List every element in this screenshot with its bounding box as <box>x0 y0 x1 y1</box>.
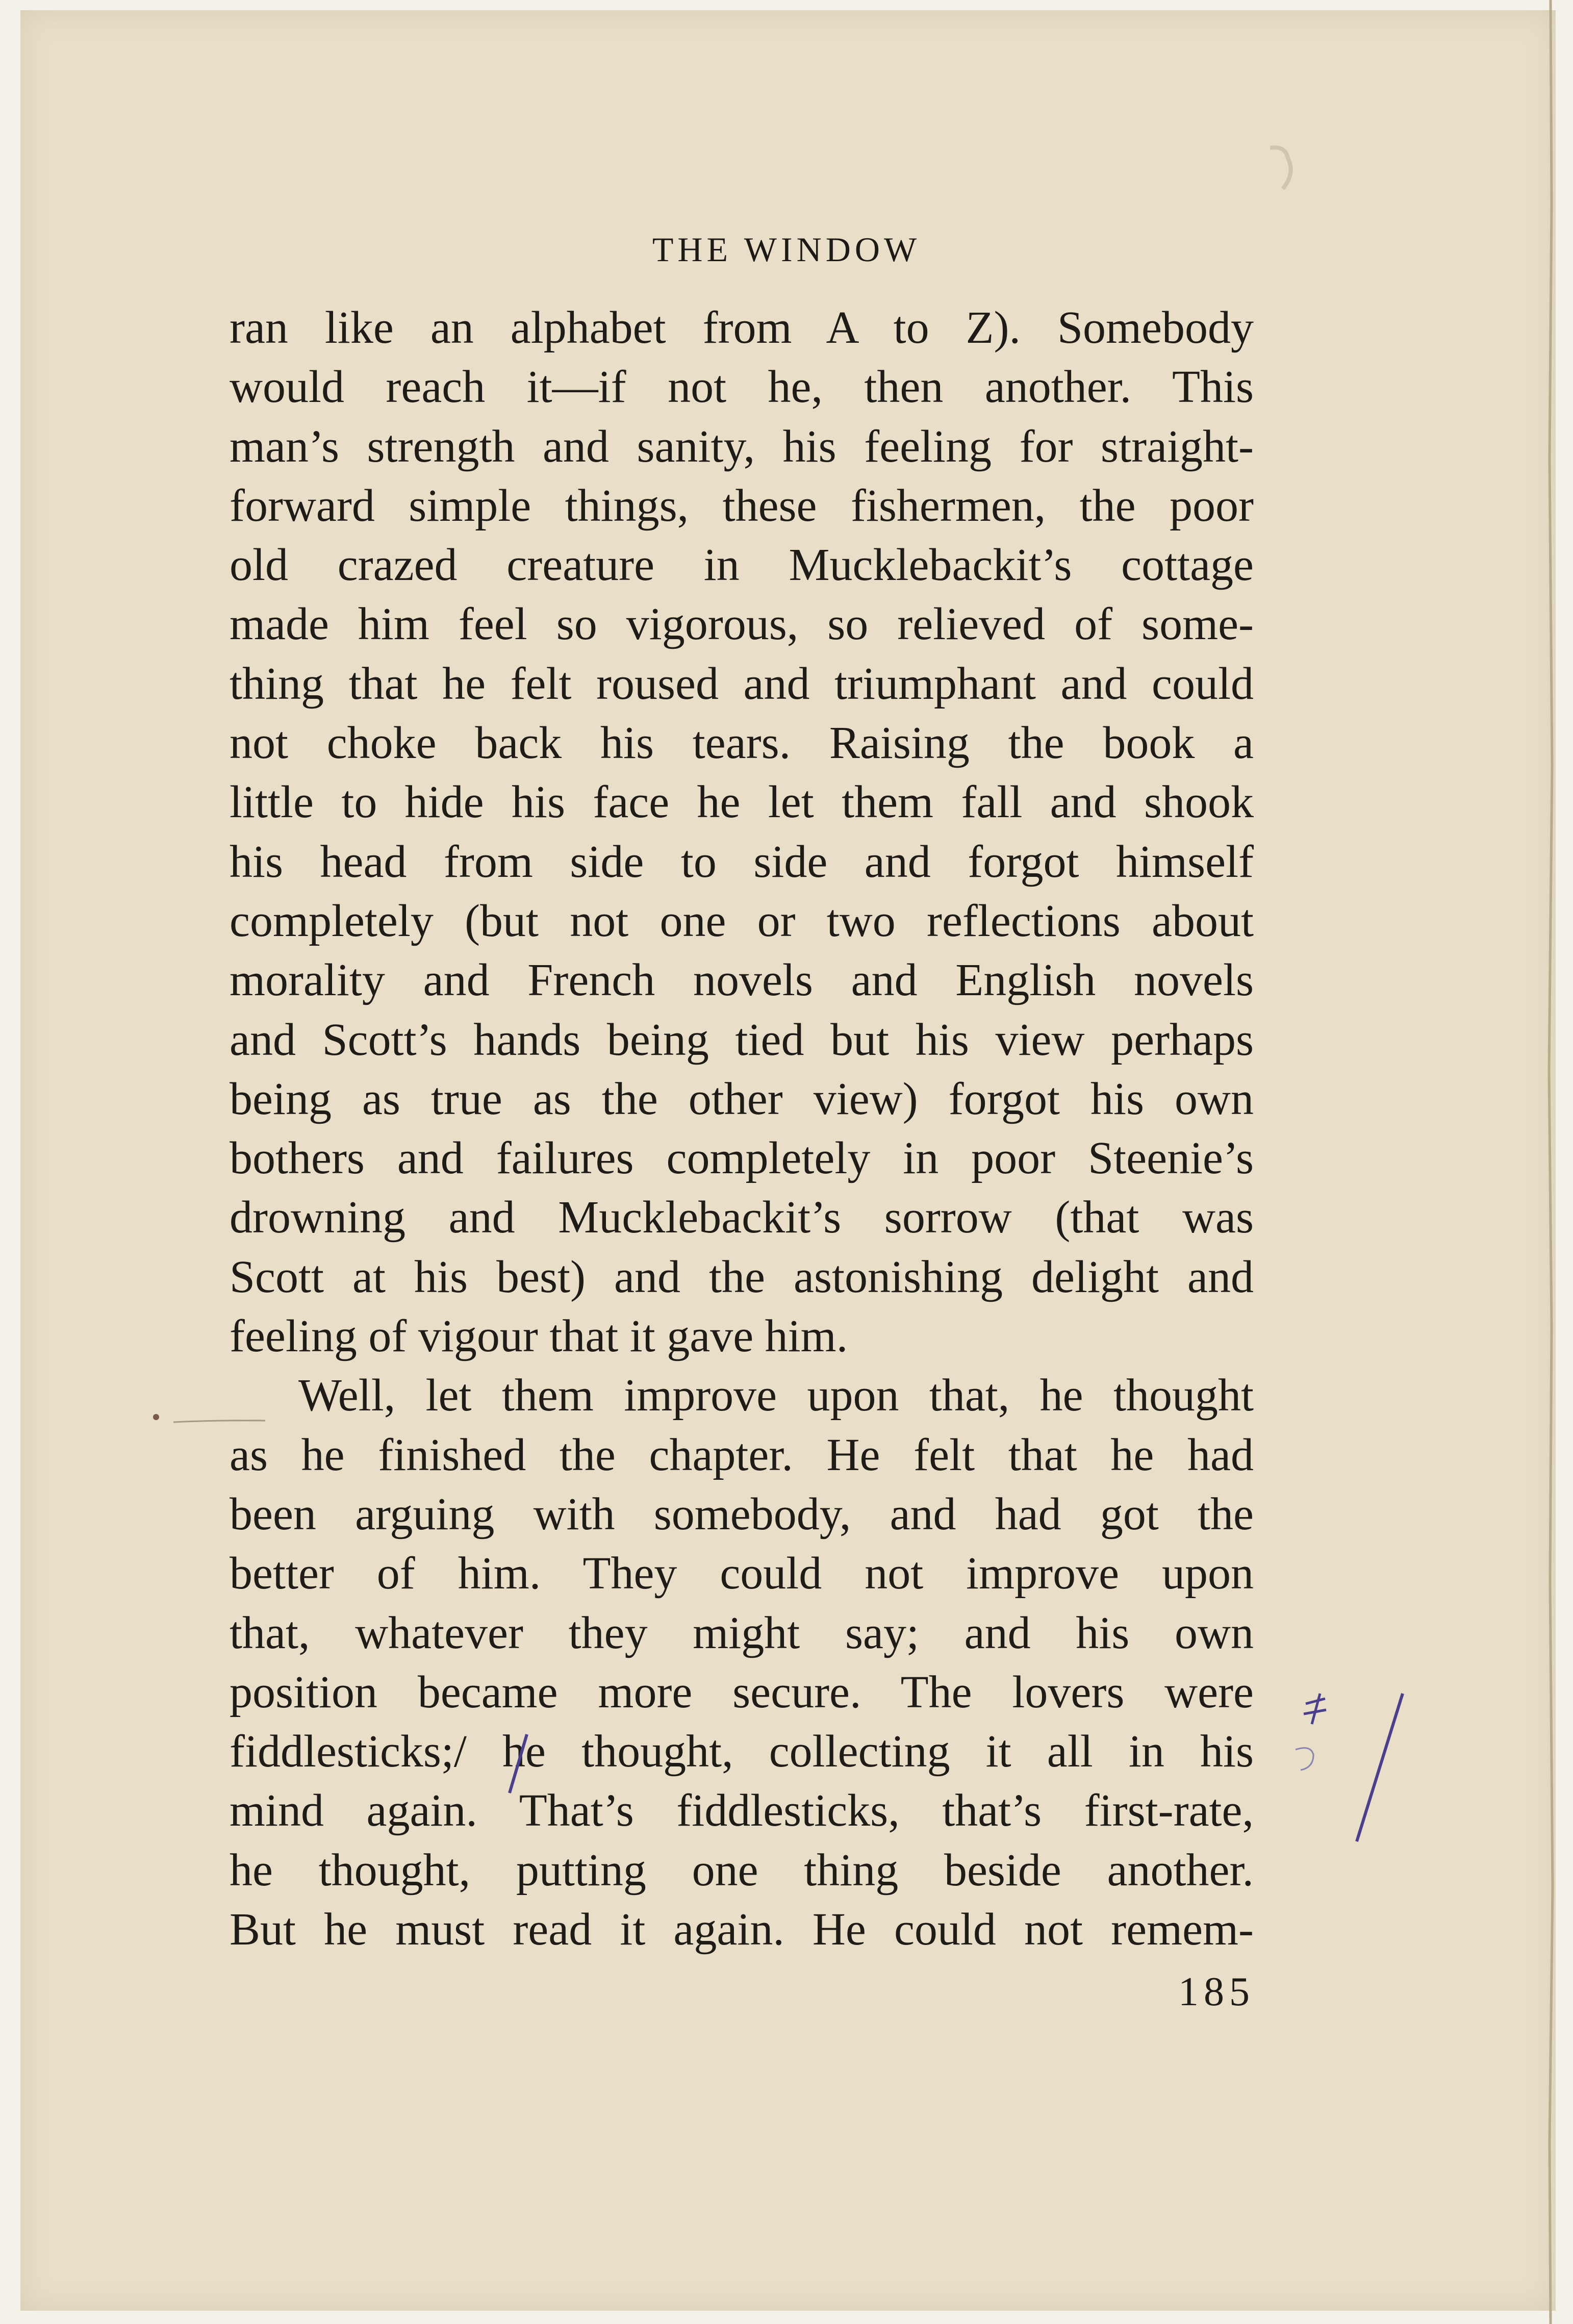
text-line: he thought, putting one thing beside another. <box>230 1845 1254 1896</box>
text-line: thing that he felt roused and triumphant and could <box>230 658 1254 709</box>
text-line: not choke back his tears. Raising the book a <box>230 718 1254 769</box>
text-line: and Scott’s hands being tied but his view perhaps <box>230 1014 1254 1065</box>
text-line: But he must read it again. He could not remem- <box>230 1904 1254 1955</box>
text-line: being as true as the other view) forgot his own <box>230 1073 1254 1124</box>
text-line: bothers and failures completely in poor Steenie’s <box>230 1133 1254 1184</box>
torn-page-edge <box>1545 0 1556 2324</box>
text-line: feeling of vigour that it gave him. <box>230 1311 848 1362</box>
running-head: THE WINDOW <box>652 230 921 269</box>
text-line: would reach it—if not he, then another. This <box>230 362 1254 413</box>
page-number: 185 <box>1178 1969 1255 2014</box>
text-line: morality and French novels and English novels <box>230 955 1254 1006</box>
text-line: fiddlesticks;/ he thought, collecting it all in his <box>230 1726 1254 1777</box>
text-line: Scott at his best) and the astonishing delight and <box>230 1251 1254 1302</box>
text-line: as he finished the chapter. He felt that he had <box>230 1429 1254 1480</box>
text-line: old crazed creature in Mucklebackit’s cottage <box>230 540 1254 591</box>
text-line: man’s strength and sanity, his feeling for straight- <box>230 421 1254 472</box>
text-line: position became more secure. The lovers were <box>230 1666 1254 1717</box>
paragraph-first-line: Well, let them improve upon that, he thought <box>298 1370 1254 1421</box>
text-line: little to hide his face he let them fall and shook <box>230 777 1254 828</box>
text-line: drowning and Mucklebackit’s sorrow (that was <box>230 1192 1254 1243</box>
text-line: that, whatever they might say; and his own <box>230 1607 1254 1658</box>
text-line: ran like an alphabet from A to Z). Somebody <box>230 302 1254 353</box>
text-line: mind again. That’s fiddlesticks, that’s first-rate, <box>230 1785 1254 1836</box>
text-line: his head from side to side and forgot himself <box>230 836 1254 887</box>
text-line: forward simple things, these fishermen, the poor <box>230 480 1254 531</box>
page-body <box>230 298 1254 1959</box>
text-line: completely (but not one or two reflections about <box>230 895 1254 946</box>
text-line: made him feel so vigorous, so relieved of some- <box>230 599 1254 650</box>
text-line: better of him. They could not improve upon <box>230 1548 1254 1599</box>
text-line: been arguing with somebody, and had got the <box>230 1488 1254 1539</box>
